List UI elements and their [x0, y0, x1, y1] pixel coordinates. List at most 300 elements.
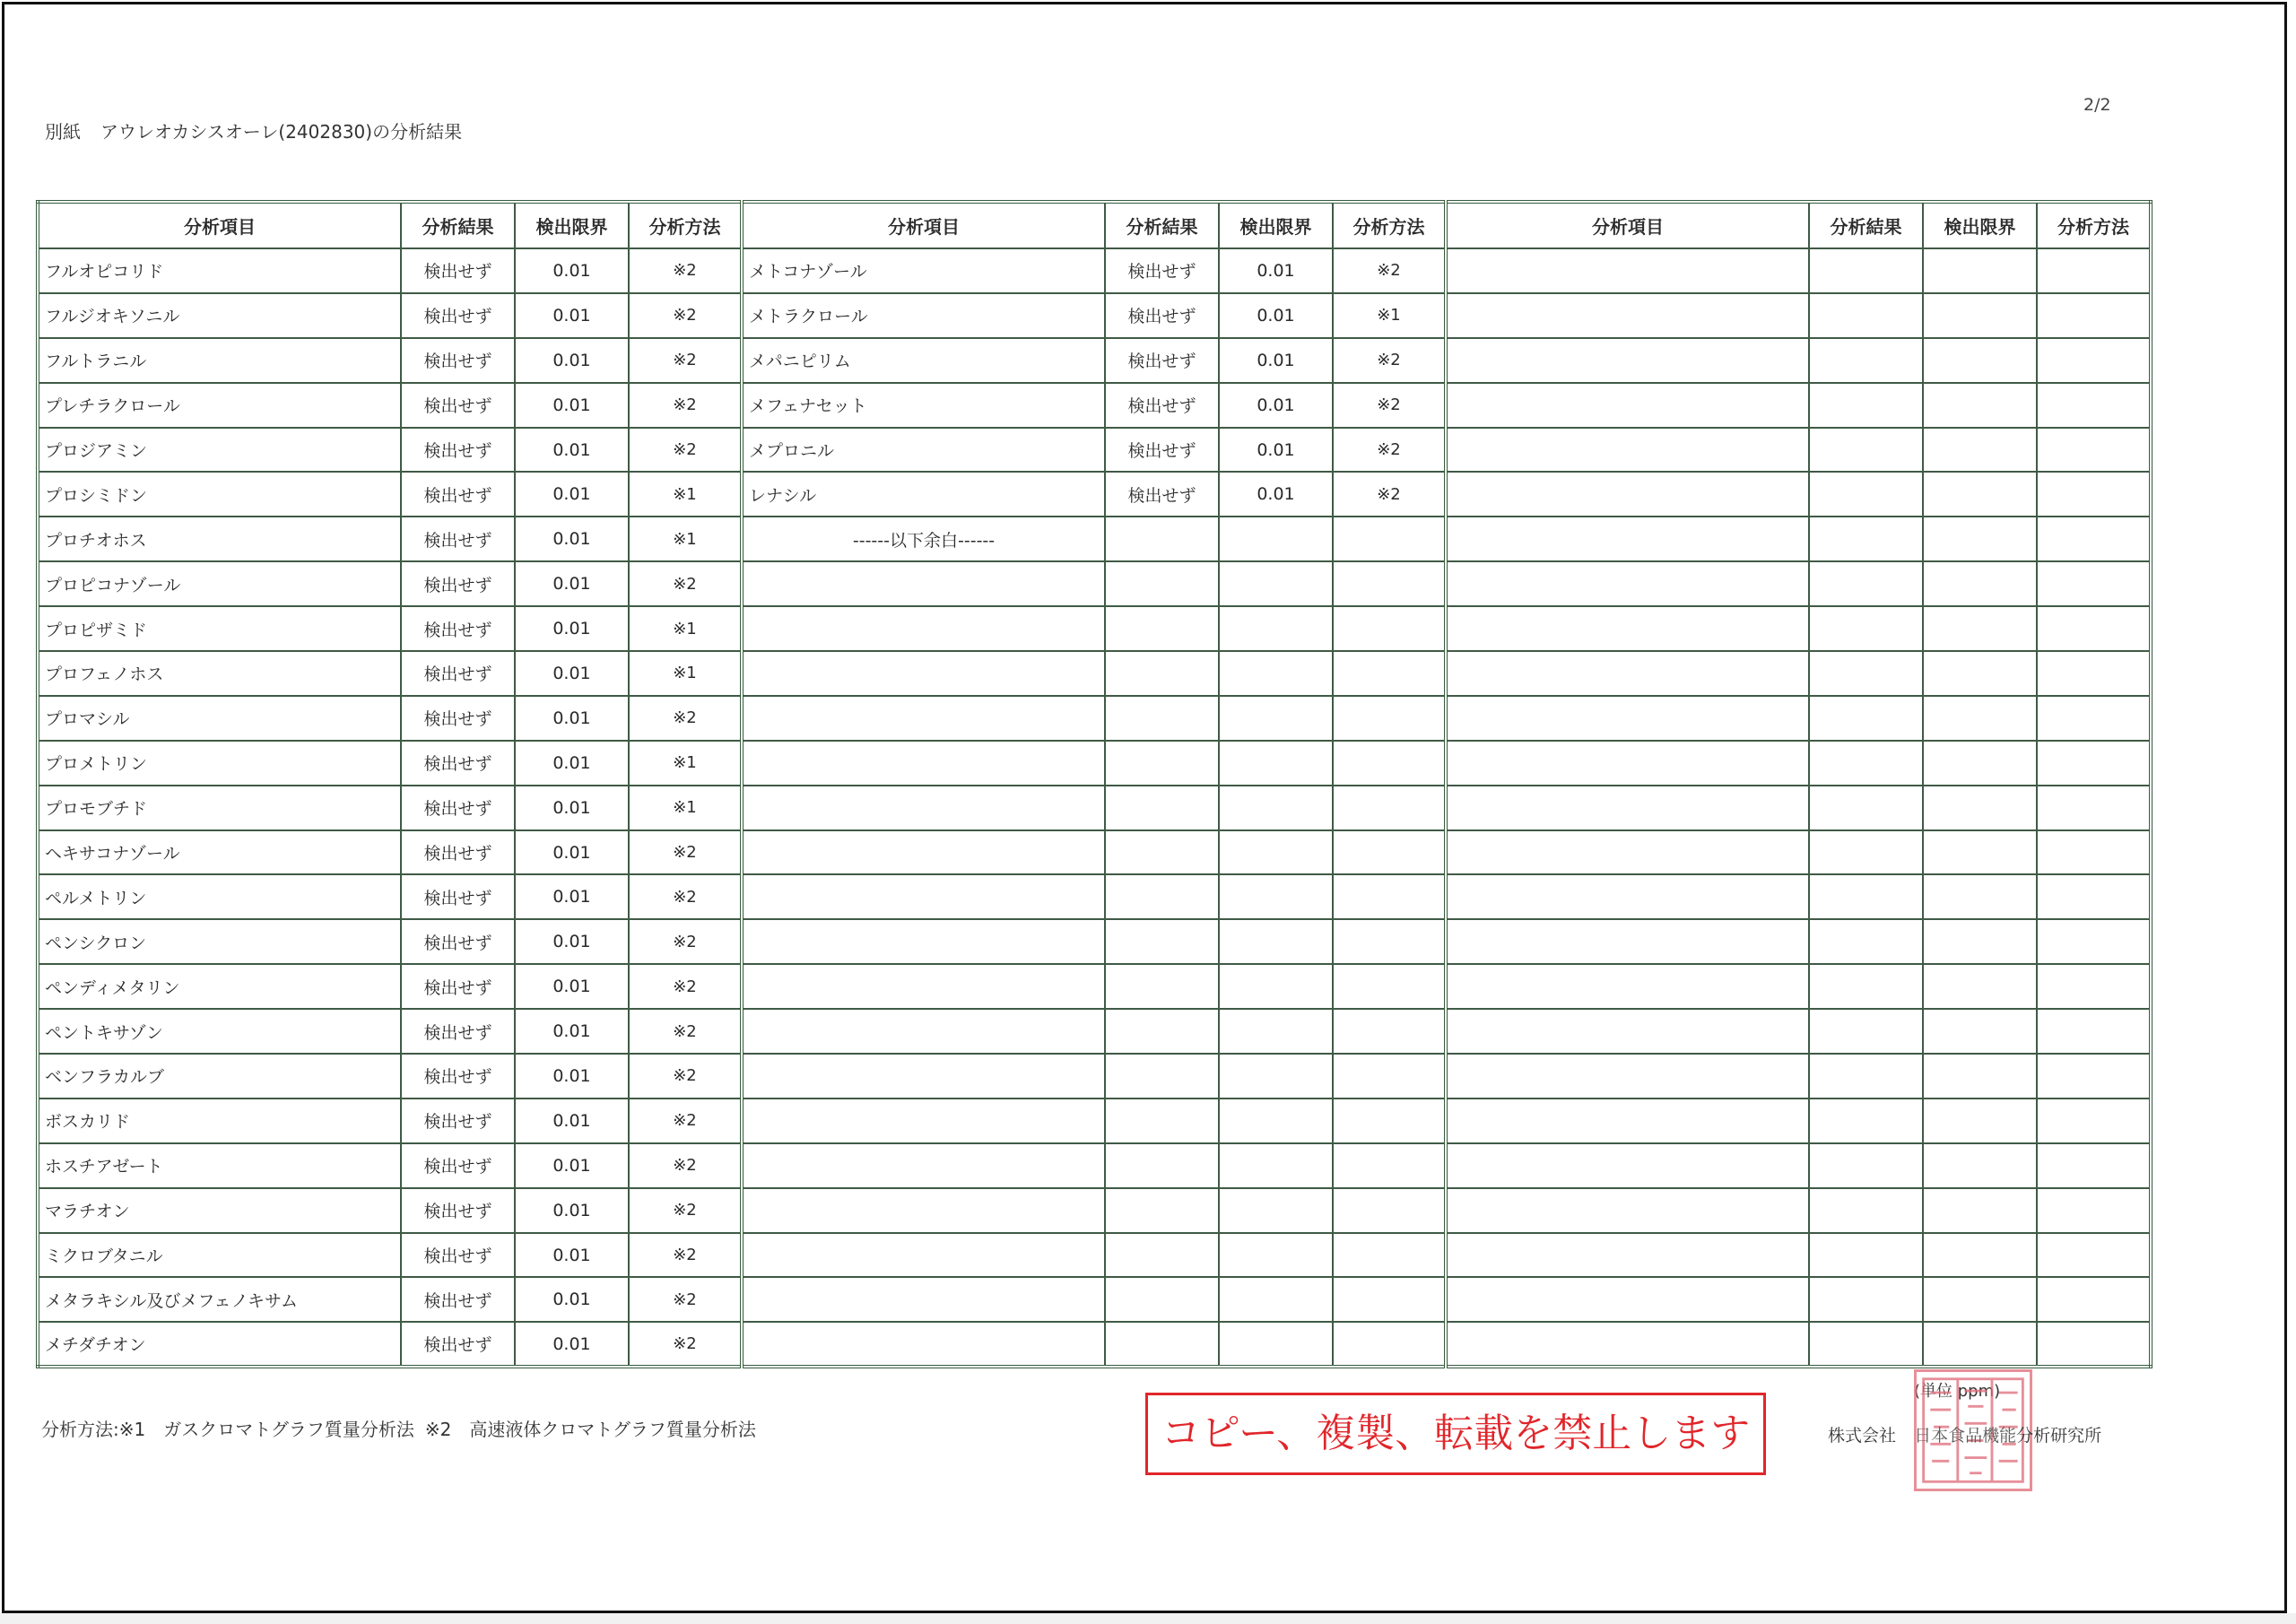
cell-method	[1333, 1188, 1446, 1233]
table-row	[38, 1099, 2151, 1143]
cell-result: 検出せず	[401, 741, 515, 786]
table-row	[38, 919, 2151, 964]
cell-item-name: ホスチアゼート	[38, 1143, 401, 1188]
cell-item-name	[1446, 1277, 1809, 1322]
cell-method: ※2	[629, 919, 742, 964]
cell-result	[1809, 1009, 1923, 1054]
table-row	[38, 517, 2151, 561]
cell-item-name	[1446, 248, 1809, 293]
cell-item-name	[742, 1277, 1105, 1322]
cell-item-name	[742, 741, 1105, 786]
cell-detection-limit	[1923, 830, 2037, 875]
cell-item-name	[1446, 472, 1809, 517]
cell-detection-limit: 0.01	[515, 1322, 629, 1367]
cell-detection-limit: 0.01	[1219, 428, 1333, 473]
cell-result	[1105, 1009, 1219, 1054]
cell-detection-limit	[1219, 786, 1333, 830]
cell-detection-limit: 0.01	[1219, 338, 1333, 383]
cell-result	[1809, 651, 1923, 696]
cell-item-name	[1446, 1054, 1809, 1099]
cell-result	[1105, 651, 1219, 696]
cell-result: 検出せず	[401, 964, 515, 1009]
cell-method: ※2	[629, 338, 742, 383]
cell-method: ※2	[629, 428, 742, 473]
cell-result	[1809, 293, 1923, 338]
cell-result	[1809, 1322, 1923, 1367]
cell-detection-limit: 0.01	[515, 1143, 629, 1188]
cell-result	[1105, 517, 1219, 561]
cell-result	[1809, 919, 1923, 964]
cell-item-name	[1446, 696, 1809, 741]
cell-method	[1333, 517, 1446, 561]
cell-detection-limit	[1219, 874, 1333, 919]
document-title	[45, 117, 462, 143]
cell-method: ※1	[629, 517, 742, 561]
cell-detection-limit	[1219, 651, 1333, 696]
method-legend	[41, 1415, 756, 1441]
cell-item-name	[1446, 606, 1809, 651]
cell-item-name	[1446, 1143, 1809, 1188]
header-item: 分析項目	[1446, 202, 1809, 248]
cell-method	[2037, 696, 2151, 741]
cell-method	[1333, 919, 1446, 964]
cell-method: ※1	[629, 472, 742, 517]
table-row	[38, 1143, 2151, 1188]
cell-method	[1333, 651, 1446, 696]
cell-method	[2037, 919, 2151, 964]
cell-item-name	[1446, 830, 1809, 875]
cell-result: 検出せず	[401, 428, 515, 473]
cell-item-name	[1446, 1188, 1809, 1233]
cell-item-name	[1446, 874, 1809, 919]
cell-detection-limit: 0.01	[515, 786, 629, 830]
table-row	[38, 1188, 2151, 1233]
cell-item-name: マラチオン	[38, 1188, 401, 1233]
cell-result	[1105, 1054, 1219, 1099]
cell-result: 検出せず	[1105, 338, 1219, 383]
cell-result	[1105, 1277, 1219, 1322]
cell-item-name: プレチラクロール	[38, 383, 401, 428]
cell-result: 検出せず	[1105, 293, 1219, 338]
cell-detection-limit	[1923, 1009, 2037, 1054]
cell-detection-limit: 0.01	[1219, 248, 1333, 293]
cell-result	[1809, 1099, 1923, 1143]
cell-detection-limit: 0.01	[515, 248, 629, 293]
cell-result	[1105, 741, 1219, 786]
cell-item-name	[742, 964, 1105, 1009]
cell-method: ※2	[629, 1009, 742, 1054]
cell-result	[1105, 1143, 1219, 1188]
cell-item-name	[1446, 383, 1809, 428]
cell-result	[1105, 919, 1219, 964]
cell-method	[1333, 874, 1446, 919]
cell-result	[1809, 517, 1923, 561]
cell-item-name	[742, 1009, 1105, 1054]
cell-method: ※2	[629, 1099, 742, 1143]
cell-item-name	[1446, 1009, 1809, 1054]
cell-result	[1105, 874, 1219, 919]
cell-item-name: メタラキシル及びメフェノキサム	[38, 1277, 401, 1322]
cell-detection-limit	[1923, 1233, 2037, 1278]
cell-result	[1809, 1277, 1923, 1322]
cell-result: 検出せず	[401, 696, 515, 741]
company-name-part: 日本食品機能	[1914, 1426, 2017, 1446]
cell-item-name: ペンディメタリン	[38, 964, 401, 1009]
table-row	[38, 1322, 2151, 1367]
cell-result	[1105, 964, 1219, 1009]
cell-item-name	[742, 874, 1105, 919]
cell-detection-limit: 0.01	[515, 651, 629, 696]
cell-result	[1809, 696, 1923, 741]
cell-method: ※2	[629, 830, 742, 875]
cell-detection-limit	[1923, 428, 2037, 473]
cell-item-name	[742, 1099, 1105, 1143]
cell-result: 検出せず	[401, 293, 515, 338]
cell-result	[1809, 338, 1923, 383]
cell-method: ※1	[629, 606, 742, 651]
cell-method	[1333, 696, 1446, 741]
cell-method: ※2	[1333, 472, 1446, 517]
cell-result: 検出せず	[1105, 248, 1219, 293]
cell-result: 検出せず	[401, 338, 515, 383]
cell-result	[1809, 383, 1923, 428]
cell-item-name: プロメトリン	[38, 741, 401, 786]
cell-detection-limit: 0.01	[515, 1188, 629, 1233]
cell-detection-limit	[1219, 1322, 1333, 1367]
cell-detection-limit	[1219, 1233, 1333, 1278]
header-limit: 検出限界	[1923, 202, 2037, 248]
table-row	[38, 248, 2151, 293]
cell-method: ※2	[629, 1143, 742, 1188]
cell-detection-limit: 0.01	[1219, 472, 1333, 517]
cell-detection-limit	[1923, 964, 2037, 1009]
cell-item-name	[1446, 741, 1809, 786]
cell-method	[1333, 1277, 1446, 1322]
cell-detection-limit: 0.01	[515, 1099, 629, 1143]
cell-method: ※2	[629, 1277, 742, 1322]
cell-method	[2037, 428, 2151, 473]
table-row	[38, 472, 2151, 517]
cell-result	[1809, 1233, 1923, 1278]
cell-method: ※2	[1333, 428, 1446, 473]
cell-detection-limit: 0.01	[515, 383, 629, 428]
cell-result: 検出せず	[401, 1188, 515, 1233]
cell-detection-limit	[1219, 1277, 1333, 1322]
cell-method	[1333, 1233, 1446, 1278]
cell-detection-limit	[1923, 1322, 2037, 1367]
cell-detection-limit	[1923, 1054, 2037, 1099]
cell-detection-limit	[1923, 561, 2037, 606]
cell-item-name: メフェナセット	[742, 383, 1105, 428]
cell-detection-limit	[1923, 874, 2037, 919]
cell-item-name: プロピコナゾール	[38, 561, 401, 606]
cell-detection-limit	[1219, 1143, 1333, 1188]
cell-detection-limit: 0.01	[515, 919, 629, 964]
cell-detection-limit	[1923, 472, 2037, 517]
cell-item-name: プロピザミド	[38, 606, 401, 651]
cell-method	[1333, 741, 1446, 786]
cell-detection-limit	[1923, 1143, 2037, 1188]
cell-method: ※2	[629, 248, 742, 293]
cell-method	[1333, 1322, 1446, 1367]
table-row	[38, 383, 2151, 428]
cell-result	[1809, 1188, 1923, 1233]
company-prefix: 株式会社	[1828, 1426, 1897, 1446]
cell-item-name	[1446, 1322, 1809, 1367]
cell-result	[1809, 874, 1923, 919]
cell-result	[1105, 786, 1219, 830]
header-method: 分析方法	[2037, 202, 2151, 248]
table-row	[38, 651, 2151, 696]
header-result: 分析結果	[1809, 202, 1923, 248]
cell-result: 検出せず	[1105, 428, 1219, 473]
cell-item-name: メパニピリム	[742, 338, 1105, 383]
cell-method	[2037, 786, 2151, 830]
cell-result	[1105, 1188, 1219, 1233]
cell-item-name	[742, 919, 1105, 964]
cell-item-name	[1446, 919, 1809, 964]
cell-method	[2037, 1322, 2151, 1367]
cell-result	[1105, 561, 1219, 606]
cell-result	[1809, 472, 1923, 517]
cell-item-name	[1446, 651, 1809, 696]
cell-result: 検出せず	[401, 1322, 515, 1367]
cell-item-name: プロフェノホス	[38, 651, 401, 696]
cell-detection-limit: 0.01	[515, 1233, 629, 1278]
cell-item-name	[742, 606, 1105, 651]
cell-item-name: ボスカリド	[38, 1099, 401, 1143]
cell-item-name: レナシル	[742, 472, 1105, 517]
cell-item-name: フルオピコリド	[38, 248, 401, 293]
table-row	[38, 1277, 2151, 1322]
cell-method	[2037, 517, 2151, 561]
cell-method: ※2	[629, 874, 742, 919]
cell-method	[1333, 1009, 1446, 1054]
cell-detection-limit: 0.01	[515, 830, 629, 875]
cell-detection-limit	[1923, 1188, 2037, 1233]
cell-item-name	[742, 696, 1105, 741]
table-row	[38, 696, 2151, 741]
cell-item-name: プロマシル	[38, 696, 401, 741]
cell-result: 検出せず	[401, 1277, 515, 1322]
cell-detection-limit	[1923, 293, 2037, 338]
cell-item-name	[742, 561, 1105, 606]
cell-method: ※1	[1333, 293, 1446, 338]
header-result: 分析結果	[1105, 202, 1219, 248]
cell-detection-limit	[1219, 517, 1333, 561]
cell-item-name	[1446, 561, 1809, 606]
cell-item-name	[742, 1054, 1105, 1099]
cell-method: ※1	[629, 651, 742, 696]
cell-method: ※2	[629, 383, 742, 428]
cell-detection-limit	[1923, 338, 2037, 383]
cell-result	[1809, 428, 1923, 473]
cell-item-name	[1446, 293, 1809, 338]
cell-method	[2037, 1233, 2151, 1278]
cell-detection-limit	[1219, 741, 1333, 786]
cell-method	[2037, 1009, 2151, 1054]
cell-result: 検出せず	[401, 651, 515, 696]
cell-item-name: ベンフラカルブ	[38, 1054, 401, 1099]
header-item: 分析項目	[742, 202, 1105, 248]
cell-result: 検出せず	[401, 1233, 515, 1278]
header-limit: 検出限界	[1219, 202, 1333, 248]
cell-item-name: プロモブチド	[38, 786, 401, 830]
table-row	[38, 428, 2151, 473]
cell-item-name: プロチオホス	[38, 517, 401, 561]
cell-detection-limit: 0.01	[515, 1054, 629, 1099]
cell-result: 検出せず	[401, 1054, 515, 1099]
cell-detection-limit: 0.01	[515, 1009, 629, 1054]
cell-result	[1809, 830, 1923, 875]
cell-detection-limit: 0.01	[515, 561, 629, 606]
table-row	[38, 606, 2151, 651]
cell-method	[1333, 786, 1446, 830]
table-row	[38, 1233, 2151, 1278]
page-bottom-edge	[0, 1613, 2296, 1624]
cell-item-name: プロジアミン	[38, 428, 401, 473]
cell-method	[2037, 874, 2151, 919]
cell-result: 検出せず	[401, 919, 515, 964]
cell-method: ※1	[629, 786, 742, 830]
cell-method	[2037, 1143, 2151, 1188]
cell-item-name	[1446, 428, 1809, 473]
cell-method	[1333, 1143, 1446, 1188]
cell-detection-limit: 0.01	[1219, 293, 1333, 338]
cell-method	[1333, 1054, 1446, 1099]
cell-method	[2037, 472, 2151, 517]
cell-item-name: フルトラニル	[38, 338, 401, 383]
cell-detection-limit	[1923, 606, 2037, 651]
header-result: 分析結果	[401, 202, 515, 248]
cell-detection-limit	[1923, 248, 2037, 293]
cell-detection-limit	[1923, 786, 2037, 830]
cell-method	[2037, 964, 2151, 1009]
cell-method	[2037, 383, 2151, 428]
cell-detection-limit	[1923, 1277, 2037, 1322]
cell-detection-limit: 0.01	[515, 1277, 629, 1322]
unit-label: (単位 ppm)	[1914, 1382, 2001, 1401]
cell-item-name	[742, 786, 1105, 830]
cell-result: 検出せず	[401, 1099, 515, 1143]
cell-item-name	[1446, 786, 1809, 830]
cell-method: ※2	[629, 1188, 742, 1233]
cell-item-name	[742, 830, 1105, 875]
cell-detection-limit: 0.01	[515, 964, 629, 1009]
cell-method	[2037, 561, 2151, 606]
cell-detection-limit	[1923, 651, 2037, 696]
cell-detection-limit	[1923, 696, 2037, 741]
cell-detection-limit: 0.01	[515, 874, 629, 919]
cell-method: ※2	[629, 1322, 742, 1367]
cell-result	[1105, 1099, 1219, 1143]
cell-result	[1809, 248, 1923, 293]
cell-detection-limit	[1219, 919, 1333, 964]
cell-detection-limit	[1219, 964, 1333, 1009]
header-method: 分析方法	[1333, 202, 1446, 248]
header-limit: 検出限界	[515, 202, 629, 248]
cell-result: 検出せず	[1105, 472, 1219, 517]
cell-detection-limit: 0.01	[515, 517, 629, 561]
cell-result	[1809, 786, 1923, 830]
cell-detection-limit	[1923, 919, 2037, 964]
cell-method	[2037, 741, 2151, 786]
cell-detection-limit	[1219, 606, 1333, 651]
cell-item-name	[1446, 1233, 1809, 1278]
cell-detection-limit: 0.01	[515, 696, 629, 741]
cell-detection-limit	[1219, 1009, 1333, 1054]
cell-result: 検出せず	[1105, 383, 1219, 428]
cell-detection-limit	[1923, 1099, 2037, 1143]
cell-result	[1809, 1143, 1923, 1188]
end-of-list-marker: ------以下余白------	[742, 517, 1105, 561]
cell-method	[1333, 830, 1446, 875]
table-row	[38, 293, 2151, 338]
title-prefix: 別紙	[45, 121, 81, 143]
cell-item-name: メプロニル	[742, 428, 1105, 473]
cell-detection-limit: 0.01	[515, 472, 629, 517]
cell-method: ※2	[629, 561, 742, 606]
cell-detection-limit: 0.01	[515, 428, 629, 473]
cell-item-name: ペンシクロン	[38, 919, 401, 964]
cell-detection-limit	[1923, 517, 2037, 561]
cell-result	[1105, 606, 1219, 651]
cell-method: ※2	[1333, 248, 1446, 293]
cell-item-name	[742, 1143, 1105, 1188]
cell-result	[1809, 964, 1923, 1009]
cell-method	[2037, 606, 2151, 651]
cell-item-name: メトコナゾール	[742, 248, 1105, 293]
header-item: 分析項目	[38, 202, 401, 248]
company-name	[1828, 1422, 2101, 1446]
cell-method: ※2	[1333, 383, 1446, 428]
table-row	[38, 874, 2151, 919]
cell-method	[2037, 338, 2151, 383]
cell-item-name: ミクロブタニル	[38, 1233, 401, 1278]
cell-method: ※2	[629, 1054, 742, 1099]
company-suffix: 分析研究所	[2016, 1426, 2102, 1446]
cell-detection-limit	[1923, 383, 2037, 428]
cell-result	[1809, 741, 1923, 786]
table-row	[38, 964, 2151, 1009]
legend-method-2: ※2 高速液体クロマトグラフ質量分析法	[424, 1419, 756, 1440]
cell-detection-limit	[1923, 741, 2037, 786]
cell-method	[2037, 1099, 2151, 1143]
cell-detection-limit	[1219, 696, 1333, 741]
cell-result: 検出せず	[401, 248, 515, 293]
cell-result: 検出せず	[401, 561, 515, 606]
cell-result: 検出せず	[401, 1143, 515, 1188]
title-text: アウレオカシスオーレ(2402830)の分析結果	[100, 121, 463, 143]
cell-item-name	[1446, 964, 1809, 1009]
table-row	[38, 338, 2151, 383]
cell-method: ※2	[629, 293, 742, 338]
cell-detection-limit	[1219, 830, 1333, 875]
cell-result	[1809, 606, 1923, 651]
cell-result	[1105, 830, 1219, 875]
cell-detection-limit: 0.01	[1219, 383, 1333, 428]
cell-detection-limit: 0.01	[515, 741, 629, 786]
cell-result: 検出せず	[401, 874, 515, 919]
cell-item-name	[742, 1233, 1105, 1278]
cell-method: ※2	[629, 964, 742, 1009]
cell-item-name: メチダチオン	[38, 1322, 401, 1367]
cell-result	[1105, 1233, 1219, 1278]
cell-result: 検出せず	[401, 472, 515, 517]
cell-result	[1105, 696, 1219, 741]
cell-result	[1105, 1322, 1219, 1367]
cell-method	[2037, 1054, 2151, 1099]
